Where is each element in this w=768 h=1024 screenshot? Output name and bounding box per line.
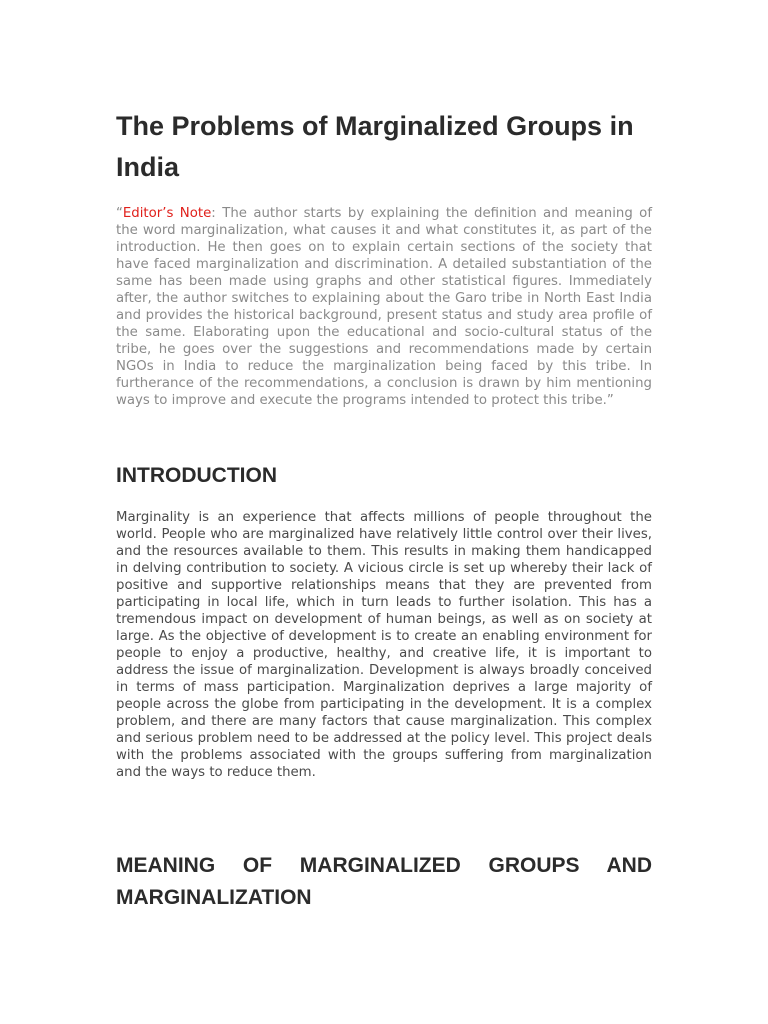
section-heading-introduction: INTRODUCTION [116, 464, 277, 487]
editor-note-colon: : [211, 206, 223, 221]
document-title: The Problems of Marginalized Groups in India [116, 111, 634, 182]
editor-note-label: Editor’s Note [122, 206, 212, 221]
section-heading-meaning: MEANING OF MARGINALIZED GROUPS AND MARGINALIZATION [116, 854, 652, 909]
editor-note-open-quote: “ [116, 206, 123, 221]
editor-note-text: The author starts by explaining the definition and meaning of the word marginalization, what causes it and what constitutes it, as part of the introduction. He then goes on to explain certain sections of the society that have faced marginalization and discrimination. A detailed substantiation of the same has been made using graphs and other statistical figures. Immediately after, the author switches to explaining about the Garo tribe in North East India and provides the historical background, present status and study area profile of the same. Elaborating upon the educational and socio-cultural status of the tribe, he goes over the suggestions and recommendations made by certain NGOs in India to reduce the marginalization being faced by this tribe. In furtherance of the recommendations, a conclusion is drawn by him mentioning ways to improve and execute the programs intended to protect this tribe.” [116, 206, 652, 408]
editor-note [116, 205, 652, 409]
introduction-body: Marginality is an experience that affects millions of people throughout the world. People who are marginalized have relatively little control over their lives, and the resources available to them. This results in making them handicapped in delving contribution to society. A vicious circle is set up whereby their lack of positive and supportive relationships means that they are prevented from participating in local life, which in turn leads to further isolation. This has a tremendous impact on development of human beings, as well as on society at large. As the objective of development is to create an enabling environment for people to enjoy a productive, healthy, and creative life, it is important to address the issue of marginalization. Development is always broadly conceived in terms of mass participation. Marginalization deprives a large majority of people across the globe from participating in the development. It is a complex problem, and there are many factors that cause marginalization. This complex and serious problem need to be addressed at the policy level. This project deals with the problems associated with the groups suffering from marginalization and the ways to reduce them. [116, 510, 652, 780]
